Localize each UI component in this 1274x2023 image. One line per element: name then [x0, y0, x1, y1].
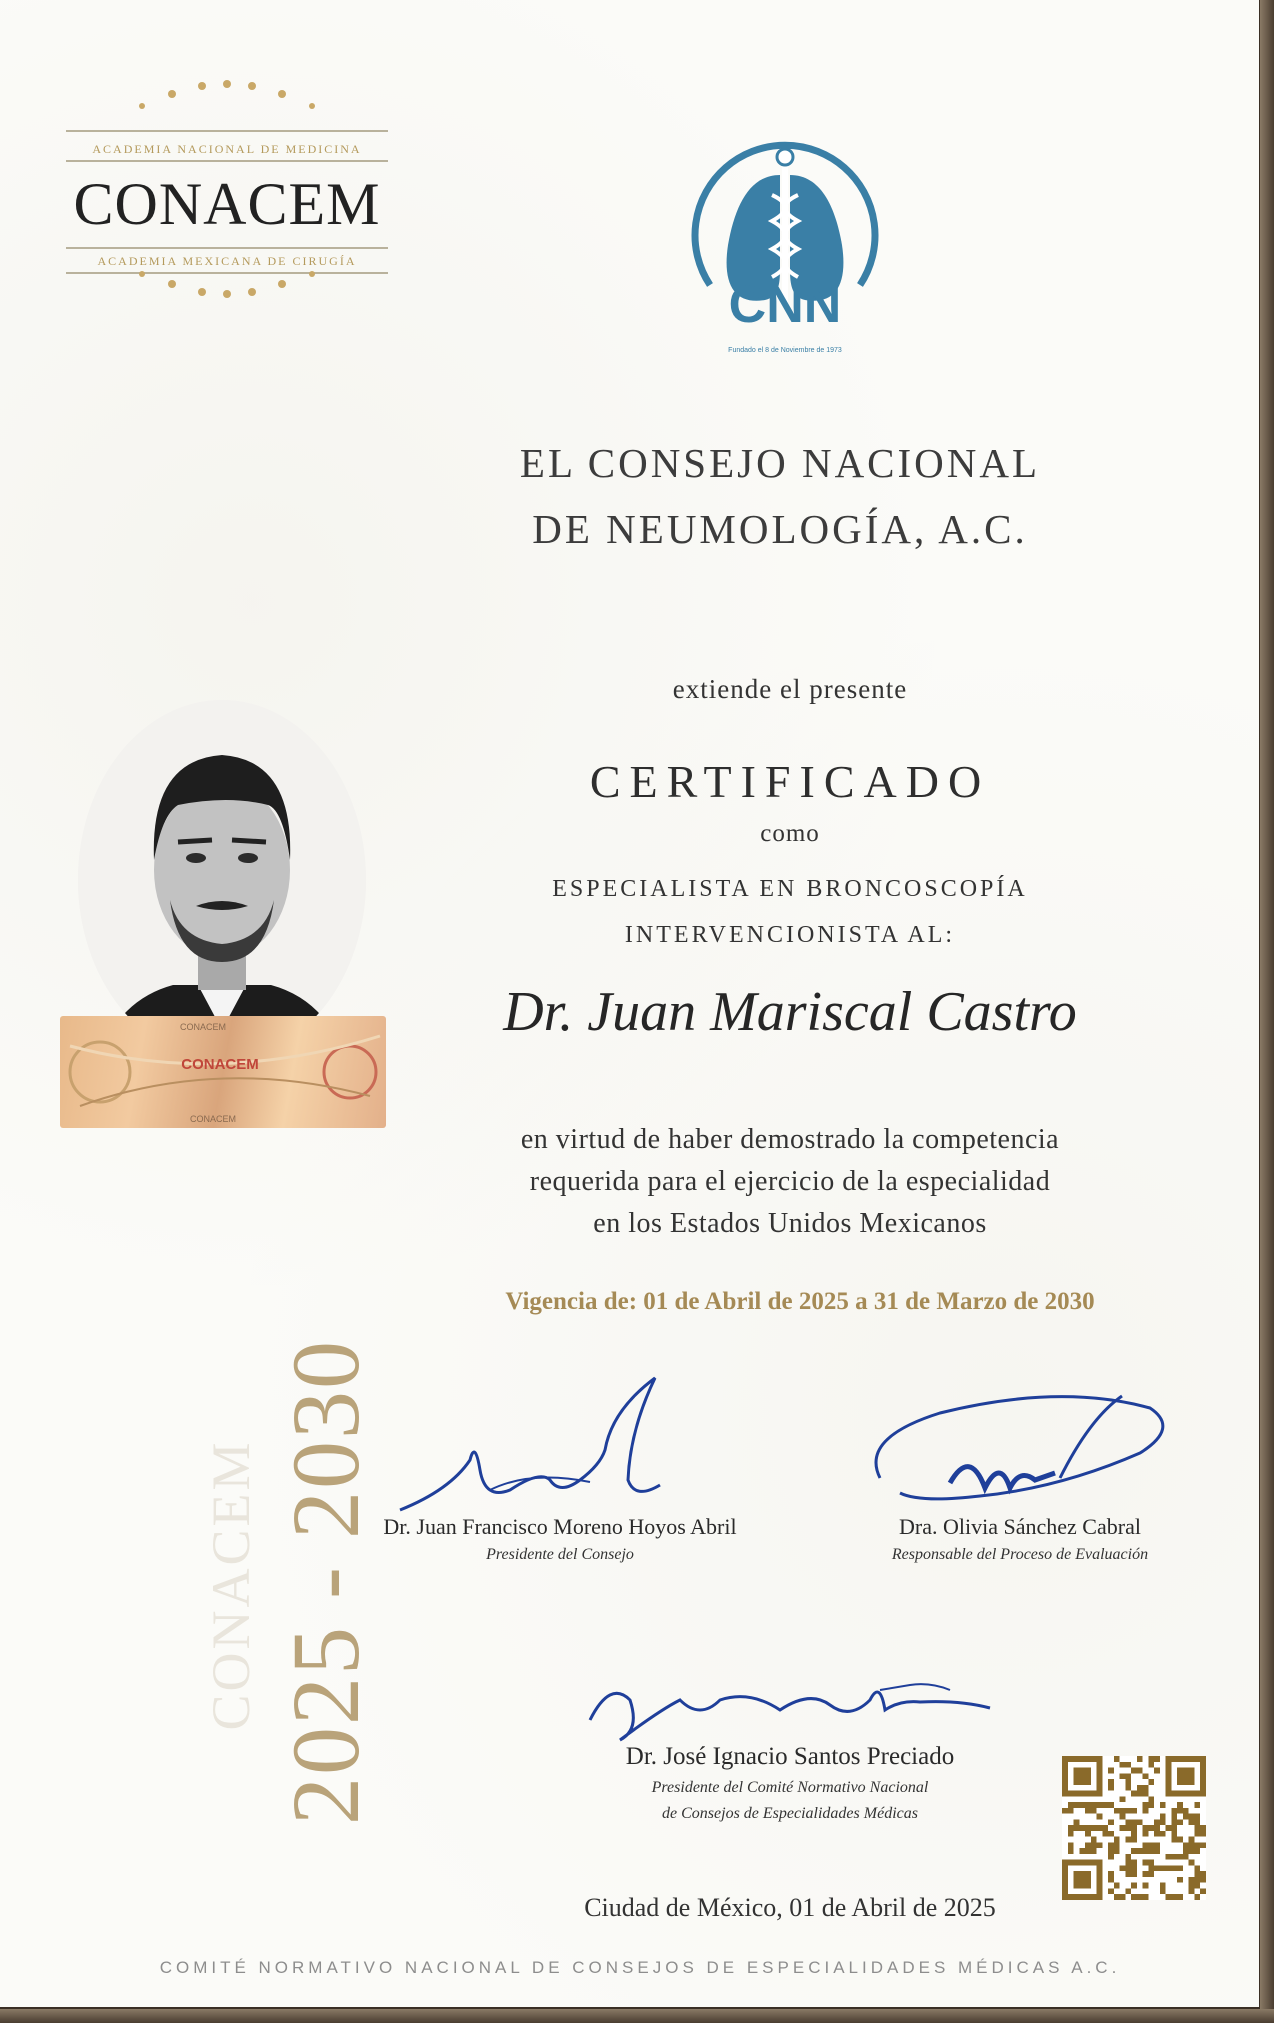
conacem-name: CONACEM — [73, 171, 381, 237]
extiende-text: extiende el presente — [672, 674, 908, 704]
validity-years: 2025 - 2030 — [272, 1339, 379, 1825]
council-title — [430, 430, 1130, 562]
year-watermark — [160, 1339, 379, 1825]
specialty-line2: INTERVENCIONISTA AL: — [624, 922, 956, 948]
conacem-ghost-watermark: CONACEM — [201, 1439, 261, 1731]
hologram-small-top: CONACEM — [180, 1022, 227, 1032]
specialty-line1: ESPECIALISTA EN BRONCOSCOPÍA — [552, 876, 1028, 902]
cnn-founded: Fundado el 8 de Noviembre de 1973 — [728, 347, 842, 354]
city-date: Ciudad de México, 01 de Abril de 2025 — [584, 1893, 996, 1922]
recipient-photo — [78, 700, 366, 1060]
virtud-line3: en los Estados Unidos Mexicanos — [593, 1208, 987, 1239]
dots-bottom-icon — [62, 268, 392, 308]
dots-top-icon — [62, 72, 392, 112]
footer-organization: COMITÉ NORMATIVO NACIONAL DE CONSEJOS DE ESPECIALIDADES MÉDICAS A.C. — [159, 1958, 1121, 1977]
signer-right-name: Dra. Olivia Sánchez Cabral — [899, 1514, 1141, 1539]
portrait-icon — [78, 700, 366, 1060]
signer-left-role: Presidente del Consejo — [486, 1546, 634, 1563]
virtud-line1: en virtud de haber demostrado la competencia — [520, 1124, 1060, 1155]
conacem-bottom-text: ACADEMIA MEXICANA DE CIRUGÍA — [97, 254, 357, 268]
cnn-abbr: CNN — [728, 276, 842, 334]
hologram-small-bottom: CONACEM — [190, 1114, 237, 1124]
signature-right-icon — [860, 1378, 1180, 1518]
signature-center-icon — [580, 1670, 1000, 1750]
hologram-label: CONACEM — [181, 1056, 259, 1073]
hologram-seal — [60, 1016, 386, 1128]
signer-center-role-line1: Presidente del Comité Normativo Nacional — [651, 1779, 929, 1796]
logo-rule — [66, 130, 388, 132]
council-title-line2: DE NEUMOLOGÍA, A.C. — [532, 506, 1028, 552]
frame-edge-right — [1260, 0, 1274, 2023]
logo-rule — [66, 247, 388, 249]
recipient-name: Dr. Juan Mariscal Castro — [503, 981, 1077, 1043]
conacem-logo — [62, 72, 392, 312]
frame-edge-bottom — [0, 2009, 1274, 2023]
cnn-logo — [680, 135, 890, 365]
signature-left-icon — [390, 1370, 690, 1520]
signer-left-name: Dr. Juan Francisco Moreno Hoyos Abril — [383, 1514, 737, 1539]
como-text: como — [760, 820, 820, 847]
council-title-line1: EL CONSEJO NACIONAL — [519, 440, 1041, 486]
virtud-line2: requerida para el ejercicio de la especialidad — [529, 1166, 1051, 1197]
logo-rule — [66, 160, 388, 162]
qr-code[interactable] — [1062, 1755, 1206, 1901]
signer-center-role-line2: de Consejos de Especialidades Médicas — [662, 1805, 918, 1822]
certificado-heading: CERTIFICADO — [589, 756, 991, 807]
conacem-top-text: ACADEMIA NACIONAL DE MEDICINA — [92, 142, 362, 156]
signer-right-role: Responsable del Proceso de Evaluación — [891, 1546, 1149, 1563]
validity-period: Vigencia de: 01 de Abril de 2025 a 31 de Marzo de 2030 — [505, 1288, 1095, 1315]
signer-center-name: Dr. José Ignacio Santos Preciado — [625, 1743, 955, 1770]
